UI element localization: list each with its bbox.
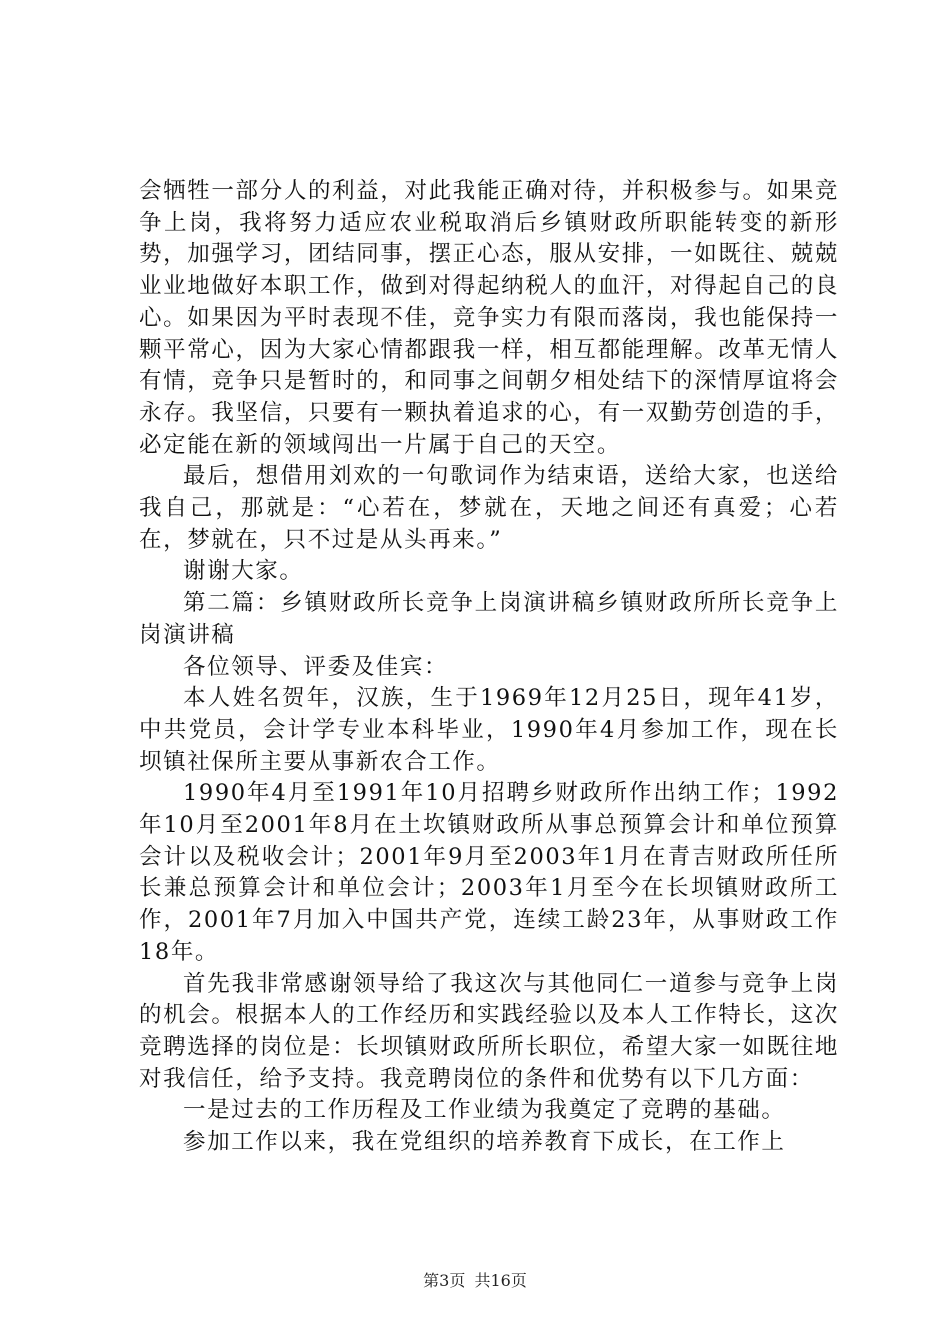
document-body — [139, 176, 839, 1159]
paragraph-8: 首先我非常感谢领导给了我这次与其他同仁一道参与竞争上岗的机会。根据本人的工作经历和实践经验以及本人工作特长，这次竞聘选择的岗位是：长坝镇财政所所长职位，希望大家一如既往地对我信任，给予支持。我竞聘岗位的条件和优势有以下几方面： — [139, 970, 839, 1092]
section-heading: 第二篇：乡镇财政所长竞争上岗演讲稿乡镇财政所所长竞争上岗演讲稿 — [139, 590, 839, 648]
paragraph-10: 参加工作以来，我在党组织的培养教育下成长，在工作上 — [183, 1129, 786, 1156]
paragraph-6: 本人姓名贺年，汉族，生于1969年12月25日，现年41岁，中共党员，会计学专业本科毕业，1990年4月参加工作，现在长坝镇社保所主要从事新农合工作。 — [139, 685, 839, 775]
paragraph-9: 一是过去的工作历程及工作业绩为我奠定了竞聘的基础。 — [183, 1097, 786, 1124]
total-pages: 共16页 — [474, 1271, 527, 1290]
page-footer — [0, 1268, 950, 1291]
page-number: 第3页 — [423, 1271, 466, 1290]
paragraph-7: 1990年4月至1991年10月招聘乡财政所作出纳工作；1992年10月至2001年8月在土坎镇财政所从事总预算会计和单位预算会计以及税收会计；2001年9月至2003年1月在青吉财政所任所长兼总预算会计和单位会计；2003年1月至今在长坝镇财政所工作，2001年7月加入中国共产党，连续工龄23年，从事财政工作18年。 — [139, 780, 839, 965]
paragraph-3: 谢谢大家。 — [183, 558, 304, 585]
salutation: 各位领导、评委及佳宾： — [183, 653, 449, 680]
paragraph-1: 会牺牲一部分人的利益，对此我能正确对待，并积极参与。如果竞争上岗，我将努力适应农业税取消后乡镇财政所职能转变的新形势，加强学习，团结同事，摆正心态，服从安排，一如既往、兢兢业业地做好本职工作，做到对得起纳税人的血汗，对得起自己的良心。如果因为平时表现不佳，竞争实力有限而落岗，我也能保持一颗平常心，因为大家心情都跟我一样，相互都能理解。改革无情人有情，竞争只是暂时的，和同事之间朝夕相处结下的深情厚谊将会永存。我坚信，只要有一颗执着追求的心，有一双勤劳创造的手，必定能在新的领域闯出一片属于自己的天空。 — [139, 178, 839, 458]
paragraph-2: 最后，想借用刘欢的一句歌词作为结束语，送给大家，也送给我自己，那就是：“心若在，梦就在，天地之间还有真爱；心若在，梦就在，只不过是从头再来。” — [139, 463, 839, 553]
